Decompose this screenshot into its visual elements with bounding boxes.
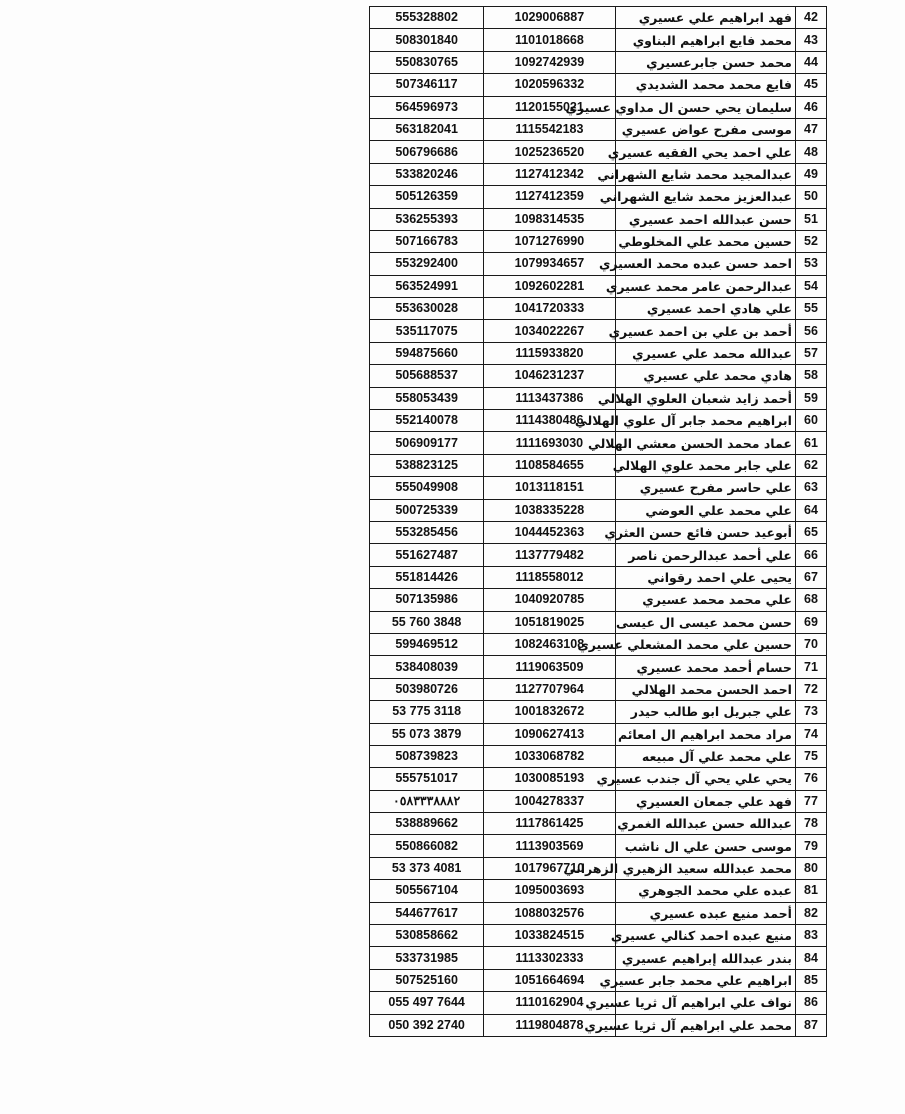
mobile-cell: 533731985 xyxy=(370,947,484,969)
name-cell: علي هادي احمد عسيري xyxy=(615,298,795,320)
name-cell: عبدالمجيد محمد شايع الشهراني xyxy=(615,163,795,185)
mobile-cell: 563182041 xyxy=(370,118,484,140)
name-cell: ابراهيم علي محمد جابر عسيري xyxy=(615,969,795,991)
mobile-cell: 53 775 3118 xyxy=(370,701,484,723)
name-cell: فايع محمد محمد الشديدي xyxy=(615,74,795,96)
name-cell: فهد ابراهيم علي عسيري xyxy=(615,7,795,29)
name-cell: عبدالعزيز محمد شايع الشهراني xyxy=(615,186,795,208)
row-number-cell: 59 xyxy=(795,387,826,409)
id-number-cell: 1046231237 xyxy=(484,365,615,387)
id-number-cell: 1095003693 xyxy=(484,880,615,902)
mobile-cell: 555328802 xyxy=(370,7,484,29)
id-number-cell: 1033068782 xyxy=(484,745,615,767)
table-row xyxy=(370,118,827,140)
id-number-cell: 1040920785 xyxy=(484,589,615,611)
name-cell: موسى مفرح عواض عسيري xyxy=(615,118,795,140)
row-number-cell: 70 xyxy=(795,633,826,655)
mobile-cell: 555751017 xyxy=(370,768,484,790)
id-number-cell: 1079934657 xyxy=(484,253,615,275)
name-cell: علي محمد علي العوضي xyxy=(615,499,795,521)
table-row xyxy=(370,857,827,879)
row-number-cell: 53 xyxy=(795,253,826,275)
mobile-cell: 055 497 7644 xyxy=(370,992,484,1014)
id-number-cell: 1034022267 xyxy=(484,320,615,342)
table-row xyxy=(370,521,827,543)
id-number-cell: 1127412342 xyxy=(484,163,615,185)
mobile-cell: 552140078 xyxy=(370,410,484,432)
id-number-cell: 1033824515 xyxy=(484,925,615,947)
name-cell: علي جابر محمد علوي الهلالي xyxy=(615,454,795,476)
mobile-cell: 53 373 4081 xyxy=(370,857,484,879)
row-number-cell: 45 xyxy=(795,74,826,96)
id-number-cell: 1088032576 xyxy=(484,902,615,924)
mobile-cell: 551814426 xyxy=(370,566,484,588)
table-row xyxy=(370,320,827,342)
mobile-cell: 530858662 xyxy=(370,925,484,947)
mobile-cell: 506796686 xyxy=(370,141,484,163)
name-cell: علي أحمد عبدالرحمن ناصر xyxy=(615,544,795,566)
mobile-cell: 550830765 xyxy=(370,51,484,73)
mobile-cell: 535117075 xyxy=(370,320,484,342)
name-cell: حسين علي محمد المشعلي عسيري xyxy=(615,633,795,655)
table-row xyxy=(370,410,827,432)
id-number-cell: 1113903569 xyxy=(484,835,615,857)
id-number-cell: 1030085193 xyxy=(484,768,615,790)
id-number-cell: 1127412359 xyxy=(484,186,615,208)
row-number-cell: 43 xyxy=(795,29,826,51)
row-number-cell: 61 xyxy=(795,432,826,454)
table-row xyxy=(370,589,827,611)
name-cell: عماد محمد الحسن معشي الهلالي xyxy=(615,432,795,454)
id-number-cell: 1113437386 xyxy=(484,387,615,409)
name-cell: يحيى علي احمد رقواني xyxy=(615,566,795,588)
mobile-cell: 594875660 xyxy=(370,342,484,364)
mobile-cell: 536255393 xyxy=(370,208,484,230)
table-row xyxy=(370,477,827,499)
name-cell: أحمد زايد شعبان العلوي الهلالي xyxy=(615,387,795,409)
name-cell: عبدالله محمد علي عسيري xyxy=(615,342,795,364)
id-number-cell: 1115933820 xyxy=(484,342,615,364)
mobile-cell: ٠٥٨٣٣٣٨٨٨٢ xyxy=(370,790,484,812)
table-row xyxy=(370,902,827,924)
name-cell: هادي محمد علي عسيري xyxy=(615,365,795,387)
row-number-cell: 81 xyxy=(795,880,826,902)
name-cell: محمد عبدالله سعيد الزهيري الزهراني xyxy=(615,857,795,879)
mobile-cell: 55 073 3879 xyxy=(370,723,484,745)
name-cell: بندر عبدالله إبراهيم عسيري xyxy=(615,947,795,969)
row-number-cell: 84 xyxy=(795,947,826,969)
mobile-cell: 599469512 xyxy=(370,633,484,655)
table-row xyxy=(370,992,827,1014)
name-cell: نواف علي ابراهيم آل ثريا عسيري xyxy=(615,992,795,1014)
table-row xyxy=(370,745,827,767)
id-number-cell: 1101018668 xyxy=(484,29,615,51)
table-row xyxy=(370,387,827,409)
table-row xyxy=(370,275,827,297)
row-number-cell: 87 xyxy=(795,1014,826,1036)
row-number-cell: 65 xyxy=(795,521,826,543)
table-row xyxy=(370,813,827,835)
id-number-cell: 1114380486 xyxy=(484,410,615,432)
id-number-cell: 1119804878 xyxy=(484,1014,615,1036)
row-number-cell: 63 xyxy=(795,477,826,499)
name-cell: علي احمد يحي الفقيه عسيري xyxy=(615,141,795,163)
row-number-cell: 64 xyxy=(795,499,826,521)
mobile-cell: 507525160 xyxy=(370,969,484,991)
row-number-cell: 78 xyxy=(795,813,826,835)
id-number-cell: 1082463108 xyxy=(484,633,615,655)
row-number-cell: 72 xyxy=(795,678,826,700)
row-number-cell: 66 xyxy=(795,544,826,566)
roster-table xyxy=(369,6,827,1037)
row-number-cell: 83 xyxy=(795,925,826,947)
table-row xyxy=(370,141,827,163)
table-row xyxy=(370,1014,827,1036)
table-row xyxy=(370,7,827,29)
id-number-cell: 1051819025 xyxy=(484,611,615,633)
mobile-cell: 550866082 xyxy=(370,835,484,857)
id-number-cell: 1092602281 xyxy=(484,275,615,297)
row-number-cell: 86 xyxy=(795,992,826,1014)
mobile-cell: 553292400 xyxy=(370,253,484,275)
id-number-cell: 1117861425 xyxy=(484,813,615,835)
row-number-cell: 74 xyxy=(795,723,826,745)
name-cell: أحمد منيع عبده عسيري xyxy=(615,902,795,924)
table-row xyxy=(370,163,827,185)
row-number-cell: 47 xyxy=(795,118,826,140)
table-row xyxy=(370,880,827,902)
table-row xyxy=(370,835,827,857)
id-number-cell: 1110162904 xyxy=(484,992,615,1014)
mobile-cell: 500725339 xyxy=(370,499,484,521)
id-number-cell: 1090627413 xyxy=(484,723,615,745)
mobile-cell: 538889662 xyxy=(370,813,484,835)
mobile-cell: 564596973 xyxy=(370,96,484,118)
mobile-cell: 538408039 xyxy=(370,656,484,678)
id-number-cell: 1137779482 xyxy=(484,544,615,566)
table-row xyxy=(370,723,827,745)
mobile-cell: 508301840 xyxy=(370,29,484,51)
row-number-cell: 82 xyxy=(795,902,826,924)
id-number-cell: 1111693030 xyxy=(484,432,615,454)
mobile-cell: 505567104 xyxy=(370,880,484,902)
id-number-cell: 1071276990 xyxy=(484,230,615,252)
id-number-cell: 1051664694 xyxy=(484,969,615,991)
table-row xyxy=(370,925,827,947)
row-number-cell: 60 xyxy=(795,410,826,432)
name-cell: محمد علي ابراهيم آل ثريا عسيري xyxy=(615,1014,795,1036)
name-cell: احمد حسن عبده محمد العسيري xyxy=(615,253,795,275)
table-row xyxy=(370,790,827,812)
name-cell: يحي علي يحي آل جندب عسيري xyxy=(615,768,795,790)
mobile-cell: 558053439 xyxy=(370,387,484,409)
table-row xyxy=(370,230,827,252)
id-number-cell: 1108584655 xyxy=(484,454,615,476)
id-number-cell: 1013118151 xyxy=(484,477,615,499)
row-number-cell: 50 xyxy=(795,186,826,208)
id-number-cell: 1025236520 xyxy=(484,141,615,163)
name-cell: ابراهيم محمد جابر آل علوي الهلالي xyxy=(615,410,795,432)
table-row xyxy=(370,298,827,320)
row-number-cell: 68 xyxy=(795,589,826,611)
id-number-cell: 1038335228 xyxy=(484,499,615,521)
table-row xyxy=(370,432,827,454)
row-number-cell: 85 xyxy=(795,969,826,991)
mobile-cell: 563524991 xyxy=(370,275,484,297)
name-cell: عبدالرحمن عامر محمد عسيري xyxy=(615,275,795,297)
row-number-cell: 56 xyxy=(795,320,826,342)
name-cell: حسام أحمد محمد عسيري xyxy=(615,656,795,678)
row-number-cell: 77 xyxy=(795,790,826,812)
row-number-cell: 55 xyxy=(795,298,826,320)
row-number-cell: 54 xyxy=(795,275,826,297)
name-cell: حسين محمد علي المخلوطي xyxy=(615,230,795,252)
mobile-cell: 507346117 xyxy=(370,74,484,96)
row-number-cell: 44 xyxy=(795,51,826,73)
row-number-cell: 75 xyxy=(795,745,826,767)
id-number-cell: 1098314535 xyxy=(484,208,615,230)
table-row xyxy=(370,678,827,700)
table-row xyxy=(370,29,827,51)
mobile-cell: 508739823 xyxy=(370,745,484,767)
mobile-cell: 533820246 xyxy=(370,163,484,185)
id-number-cell: 1118558012 xyxy=(484,566,615,588)
mobile-cell: 553630028 xyxy=(370,298,484,320)
id-number-cell: 1113302333 xyxy=(484,947,615,969)
table-row xyxy=(370,253,827,275)
row-number-cell: 69 xyxy=(795,611,826,633)
name-cell: علي حاسر مفرح عسيري xyxy=(615,477,795,499)
mobile-cell: 538823125 xyxy=(370,454,484,476)
table-row xyxy=(370,947,827,969)
id-number-cell: 1119063509 xyxy=(484,656,615,678)
table-row xyxy=(370,768,827,790)
table-row xyxy=(370,969,827,991)
roster-body xyxy=(370,7,827,1037)
mobile-cell: 553285456 xyxy=(370,521,484,543)
id-number-cell: 1120155021 xyxy=(484,96,615,118)
mobile-cell: 551627487 xyxy=(370,544,484,566)
name-cell: أبوعيد حسن فائع حسن العثري xyxy=(615,521,795,543)
table-row xyxy=(370,656,827,678)
table-row xyxy=(370,701,827,723)
name-cell: محمد فايع ابراهيم البناوي xyxy=(615,29,795,51)
name-cell: سليمان يحي حسن ال مداوي عسيري xyxy=(615,96,795,118)
table-row xyxy=(370,499,827,521)
table-row xyxy=(370,208,827,230)
name-cell: احمد الحسن محمد الهلالي xyxy=(615,678,795,700)
table-row xyxy=(370,544,827,566)
name-cell: أحمد بن علي بن احمد عسيري xyxy=(615,320,795,342)
row-number-cell: 49 xyxy=(795,163,826,185)
name-cell: فهد علي جمعان العسيري xyxy=(615,790,795,812)
id-number-cell: 1092742939 xyxy=(484,51,615,73)
row-number-cell: 79 xyxy=(795,835,826,857)
table-row xyxy=(370,611,827,633)
table-row xyxy=(370,454,827,476)
mobile-cell: 503980726 xyxy=(370,678,484,700)
row-number-cell: 71 xyxy=(795,656,826,678)
row-number-cell: 42 xyxy=(795,7,826,29)
id-number-cell: 1115542183 xyxy=(484,118,615,140)
mobile-cell: 505126359 xyxy=(370,186,484,208)
id-number-cell: 1001832672 xyxy=(484,701,615,723)
name-cell: علي جبريل ابو طالب حيدر xyxy=(615,701,795,723)
row-number-cell: 67 xyxy=(795,566,826,588)
id-number-cell: 1020596332 xyxy=(484,74,615,96)
row-number-cell: 58 xyxy=(795,365,826,387)
name-cell: عبدالله حسن عبدالله الغمري xyxy=(615,813,795,835)
table-row xyxy=(370,186,827,208)
table-row xyxy=(370,633,827,655)
name-cell: حسن عبدالله احمد عسيري xyxy=(615,208,795,230)
id-number-cell: 1044452363 xyxy=(484,521,615,543)
name-cell: عبده علي محمد الجوهري xyxy=(615,880,795,902)
name-cell: علي محمد علي آل مبيعه xyxy=(615,745,795,767)
row-number-cell: 57 xyxy=(795,342,826,364)
row-number-cell: 52 xyxy=(795,230,826,252)
mobile-cell: 506909177 xyxy=(370,432,484,454)
name-cell: حسن محمد عيسى ال عيسى xyxy=(615,611,795,633)
table-row xyxy=(370,566,827,588)
id-number-cell: 1017967710 xyxy=(484,857,615,879)
table-row xyxy=(370,96,827,118)
mobile-cell: 505688537 xyxy=(370,365,484,387)
id-number-cell: 1029006887 xyxy=(484,7,615,29)
table-row xyxy=(370,74,827,96)
id-number-cell: 1127707964 xyxy=(484,678,615,700)
row-number-cell: 46 xyxy=(795,96,826,118)
row-number-cell: 48 xyxy=(795,141,826,163)
row-number-cell: 62 xyxy=(795,454,826,476)
mobile-cell: 55 760 3848 xyxy=(370,611,484,633)
table-row xyxy=(370,342,827,364)
row-number-cell: 76 xyxy=(795,768,826,790)
name-cell: منيع عبده احمد كنالي عسيري xyxy=(615,925,795,947)
mobile-cell: 507135986 xyxy=(370,589,484,611)
row-number-cell: 80 xyxy=(795,857,826,879)
mobile-cell: 555049908 xyxy=(370,477,484,499)
table-row xyxy=(370,365,827,387)
row-number-cell: 51 xyxy=(795,208,826,230)
table-row xyxy=(370,51,827,73)
id-number-cell: 1041720333 xyxy=(484,298,615,320)
name-cell: مراد محمد ابراهيم ال امعائم xyxy=(615,723,795,745)
mobile-cell: 507166783 xyxy=(370,230,484,252)
name-cell: محمد حسن جابرعسيري xyxy=(615,51,795,73)
name-cell: علي محمد محمد عسيري xyxy=(615,589,795,611)
mobile-cell: 050 392 2740 xyxy=(370,1014,484,1036)
name-cell: موسى حسن علي ال ناشب xyxy=(615,835,795,857)
mobile-cell: 544677617 xyxy=(370,902,484,924)
row-number-cell: 73 xyxy=(795,701,826,723)
id-number-cell: 1004278337 xyxy=(484,790,615,812)
